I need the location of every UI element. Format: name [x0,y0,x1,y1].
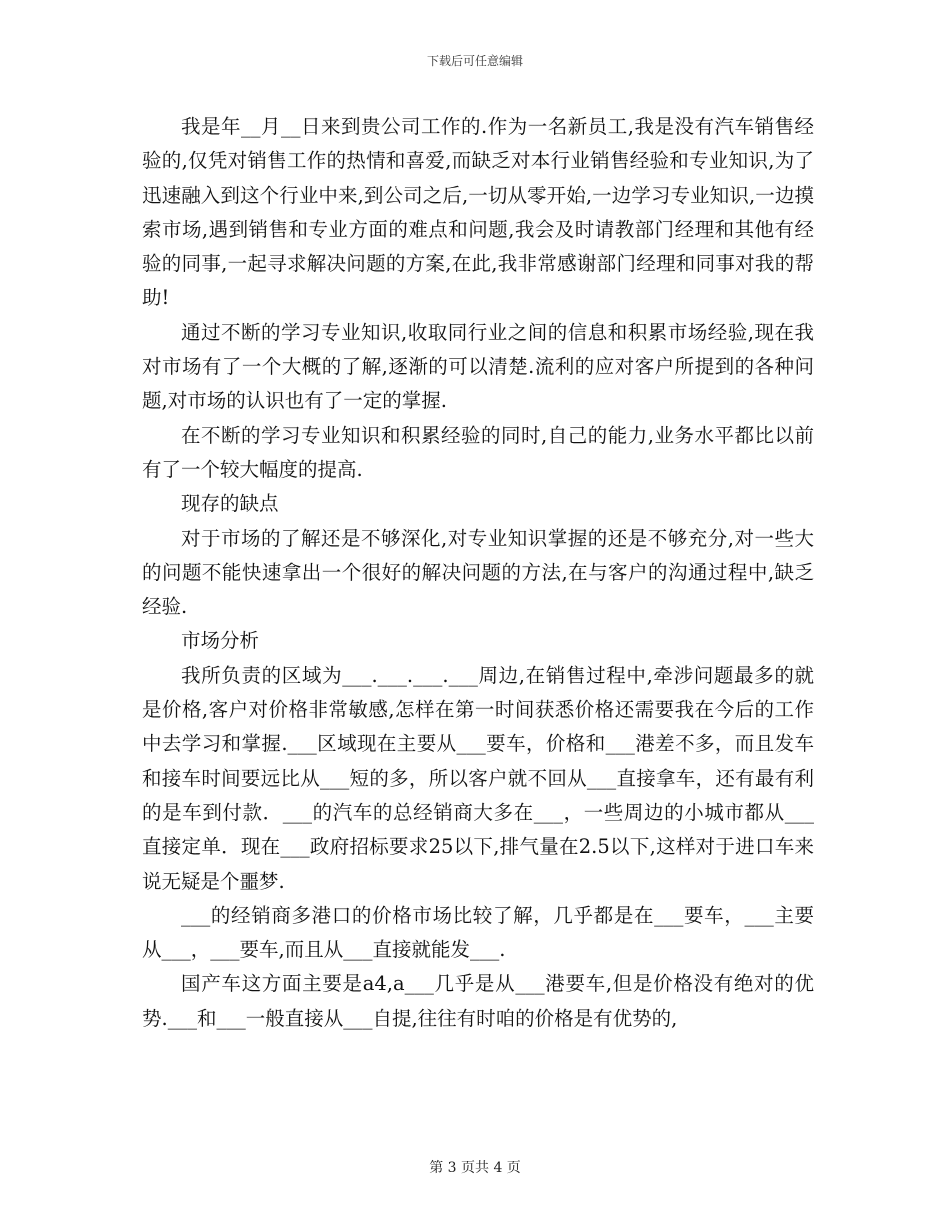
paragraph-intro: 我是年__月__日来到贵公司工作的.作为一名新员工,我是没有汽车销售经验的,仅凭对销售工作的热情和喜爱,而缺乏对本行业销售经验和专业知识,为了迅速融入到这个行业中来,到公司之后,一切从零开始,一边学习专业知识,一边摸索市场,遇到销售和专业方面的难点和问题,我会及时请教部门经理和其他有经验的同事,一起寻求解决问题的方案,在此,我非常感谢部门经理和同事对我的帮助! [142,115,814,310]
paragraph-market-region: 我所负责的区域为___.___.___.___周边,在销售过程中,牵涉问题最多的就是价格,客户对价格非常敏感,怎样在第一时间获悉价格还需要我在今后的工作中去学习和掌握.___区域现在主要从___要车，价格和___港差不多，而且发车和接车时间要远比从___短的多，所以客户就不回从___直接拿车，还有最有利的是车到付款．___的汽车的总经销商大多在___，一些周边的小城市都从___直接定单．现在___政府招标要求25以下,排气量在2.5以下,这样对于进口车来说无疑是个噩梦. [142,663,814,893]
paragraph-improvement: 在不断的学习专业知识和积累经验的同时,自己的能力,业务水平都比以前有了一个较大幅度的提高. [142,423,814,481]
page-header: 下载后可任意编辑 [426,54,523,68]
paragraph-shortcomings: 对于市场的了解还是不够深化,对专业知识掌握的还是不够充分,对一些大的问题不能快速拿出一个很好的解决问题的方法,在与客户的沟通过程中,缺乏经验. [142,526,814,619]
section-heading-shortcomings: 现存的缺点 [181,492,279,516]
page-footer: 第 3 页共 4 页 [429,1160,521,1176]
paragraph-learning: 通过不断的学习专业知识,收取同行业之间的信息和积累市场经验,现在我对市场有了一个大概的了解,逐渐的可以清楚.流利的应对客户所提到的各种问题,对市场的认识也有了一定的掌握. [142,320,814,413]
paragraph-domestic-cars: 国产车这方面主要是a4,a___几乎是从___港要车,但是价格没有绝对的优势.___和___一般直接从___自提,往往有时咱的价格是有优势的, [142,972,814,1030]
paragraph-dealers: ___的经销商多港口的价格市场比较了解，几乎都是在___要车，___主要从___，___要车,而且从___直接就能发___. [142,903,814,962]
section-heading-market-analysis: 市场分析 [181,629,260,653]
document-body [142,110,814,1036]
